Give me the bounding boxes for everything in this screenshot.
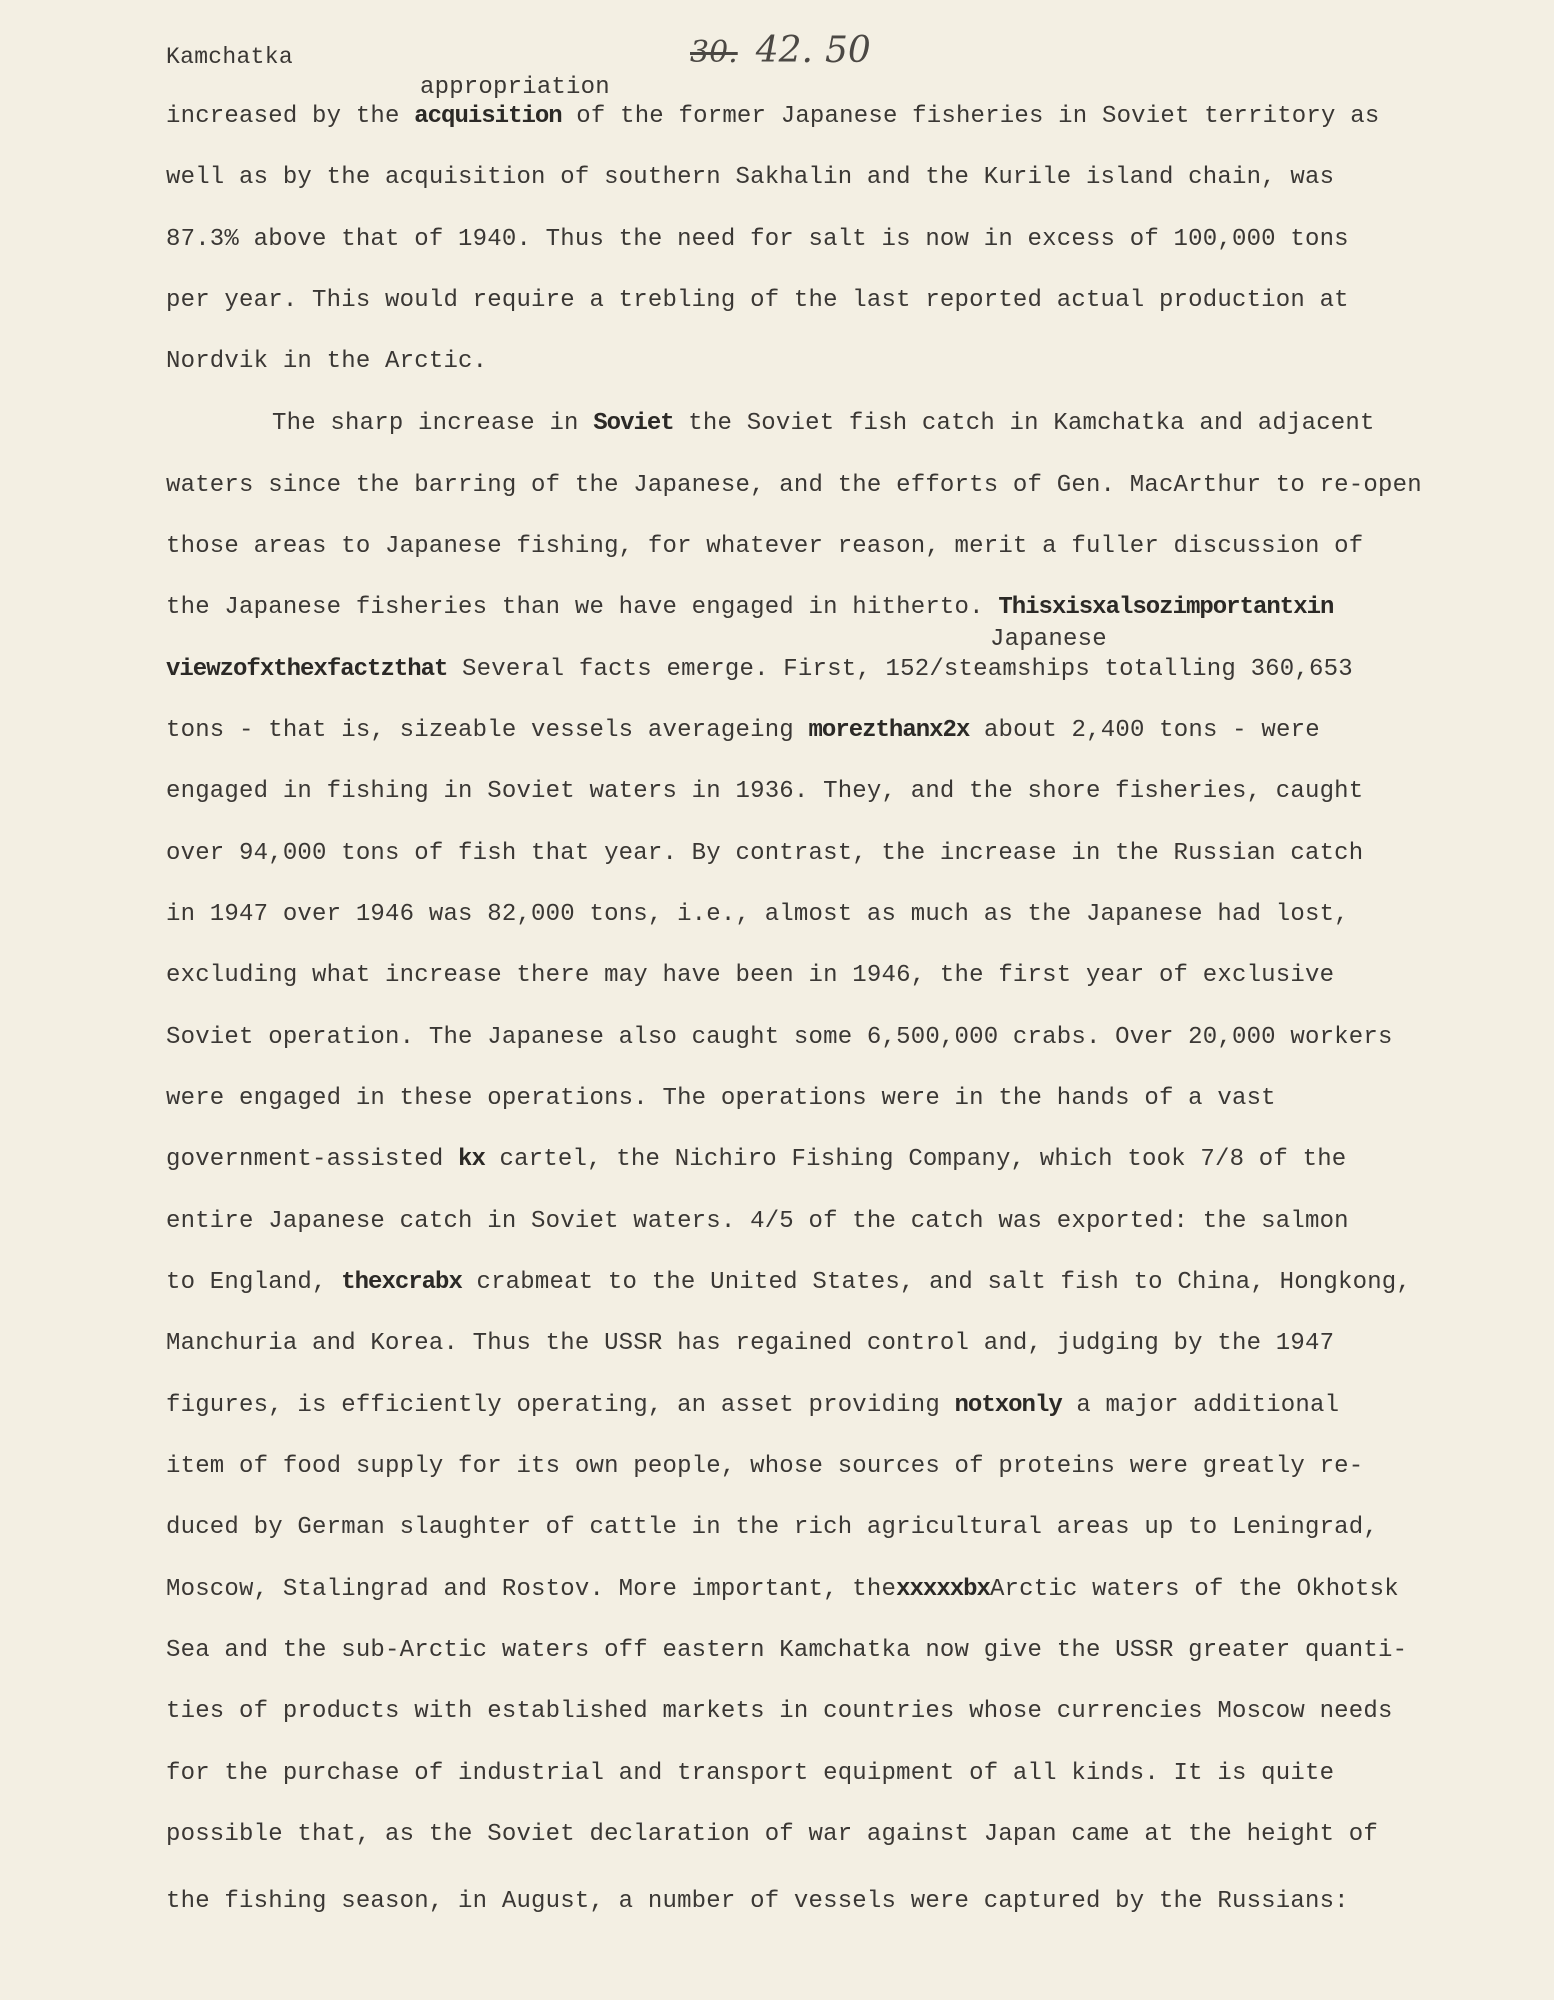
text-line-24: duced by German slaughter of cattle in the rich agricultural areas up to Leningrad,	[166, 1514, 1378, 1541]
text-line-8: those areas to Japanese fishing, for whatever reason, merit a fuller discussion of	[166, 533, 1364, 560]
text-line-30: the fishing season, in August, a number of vessels were captured by the Russians:	[166, 1888, 1349, 1915]
text-run: figures, is efficiently operating, an asset providing	[166, 1392, 955, 1419]
text-line-1	[166, 103, 1379, 130]
text-line-3: 87.3% above that of 1940. Thus the need for salt is now in excess of 100,000 tons	[166, 226, 1349, 253]
struck-phrase: Thisxisxalsozimportantxin	[998, 594, 1334, 621]
struck-word: acquisition	[414, 103, 562, 130]
text-line-21: Manchuria and Korea. Thus the USSR has regained control and, judging by the 1947	[166, 1330, 1335, 1357]
page-number-annotation	[690, 30, 871, 71]
struck-phrase: morezthanx2x	[808, 717, 970, 744]
text-line-15: excluding what increase there may have been in 1946, the first year of exclusive	[166, 962, 1335, 989]
text-run: of the former Japanese fisheries in Soviet territory as	[561, 103, 1380, 130]
running-title: Kamchatka	[166, 44, 293, 70]
text-line-28: for the purchase of industrial and transport equipment of all kinds. It is quite	[166, 1760, 1335, 1787]
text-line-4: per year. This would require a trebling of the last reported actual production at	[166, 287, 1349, 314]
struck-phrase: notxonly	[954, 1392, 1062, 1419]
text-line-11	[166, 717, 1320, 744]
text-line-20	[166, 1269, 1411, 1296]
text-line-18	[166, 1146, 1346, 1173]
text-line-2: well as by the acquisition of southern Sakhalin and the Kurile island chain, was	[166, 164, 1335, 191]
text-run: The sharp increase in	[272, 410, 594, 437]
text-run: crabmeat to the United States, and salt fish to China, Hongkong,	[461, 1269, 1412, 1296]
text-run: Several facts emerge. First, 152/steamships totalling 360,653	[447, 656, 1353, 683]
page-number: 50	[824, 30, 871, 71]
text-run: the Soviet fish catch in Kamchatka and adjacent	[673, 410, 1375, 437]
text-run: to England,	[166, 1269, 342, 1296]
insert-japanese: Japanese	[990, 626, 1107, 653]
text-line-12: engaged in fishing in Soviet waters in 1936. They, and the shore fisheries, caught	[166, 778, 1364, 805]
struck-phrase: thexcrabx	[341, 1269, 462, 1296]
text-run: the Japanese fisheries than we have engaged in hitherto.	[166, 594, 999, 621]
struck-word: Soviet	[593, 410, 674, 437]
text-line-6	[272, 410, 1375, 437]
text-run: government-assisted	[166, 1146, 459, 1173]
scribbled-page-number: 42.	[755, 30, 813, 71]
text-line-10	[166, 656, 1353, 683]
text-line-26: Sea and the sub-Arctic waters off eastern Kamchatka now give the USSR greater quanti-	[166, 1637, 1408, 1664]
text-run: tons - that is, sizeable vessels averageing	[166, 717, 809, 744]
struck-word: kx	[458, 1146, 485, 1173]
text-line-22	[166, 1392, 1339, 1419]
text-run: about 2,400 tons - were	[969, 717, 1320, 744]
text-line-27: ties of products with established markets in countries whose currencies Moscow needs	[166, 1698, 1393, 1725]
text-run: increased by the	[166, 103, 415, 130]
struck-word: xxxxxbx	[896, 1576, 990, 1603]
text-line-17: were engaged in these operations. The operations were in the hands of a vast	[166, 1085, 1276, 1112]
text-line-19: entire Japanese catch in Soviet waters. 4/5 of the catch was exported: the salmon	[166, 1208, 1349, 1235]
text-line-13: over 94,000 tons of fish that year. By contrast, the increase in the Russian catch	[166, 840, 1364, 867]
text-line-9	[166, 594, 1333, 621]
text-line-5: Nordvik in the Arctic.	[166, 348, 488, 375]
text-line-29: possible that, as the Soviet declaration of war against Japan came at the height of	[166, 1821, 1378, 1848]
text-run: cartel, the Nichiro Fishing Company, which took 7/8 of the	[484, 1146, 1347, 1173]
struck-page-number: 30.	[690, 35, 738, 70]
text-line-16: Soviet operation. The Japanese also caught some 6,500,000 crabs. Over 20,000 workers	[166, 1024, 1393, 1051]
text-run: a major additional	[1061, 1392, 1340, 1419]
text-run: Arctic waters of the Okhotsk	[989, 1576, 1399, 1603]
text-line-7: waters since the barring of the Japanese, and the efforts of Gen. MacArthur to re-open	[166, 472, 1422, 499]
text-line-14: in 1947 over 1946 was 82,000 tons, i.e., almost as much as the Japanese had lost,	[166, 901, 1349, 928]
insert-appropriation: appropriation	[420, 74, 610, 101]
text-run: Moscow, Stalingrad and Rostov. More important, the	[166, 1576, 897, 1603]
struck-phrase: viewzofxthexfactzthat	[166, 656, 448, 683]
text-line-25	[166, 1576, 1399, 1603]
text-line-23: item of food supply for its own people, whose sources of proteins were greatly re-	[166, 1453, 1364, 1480]
